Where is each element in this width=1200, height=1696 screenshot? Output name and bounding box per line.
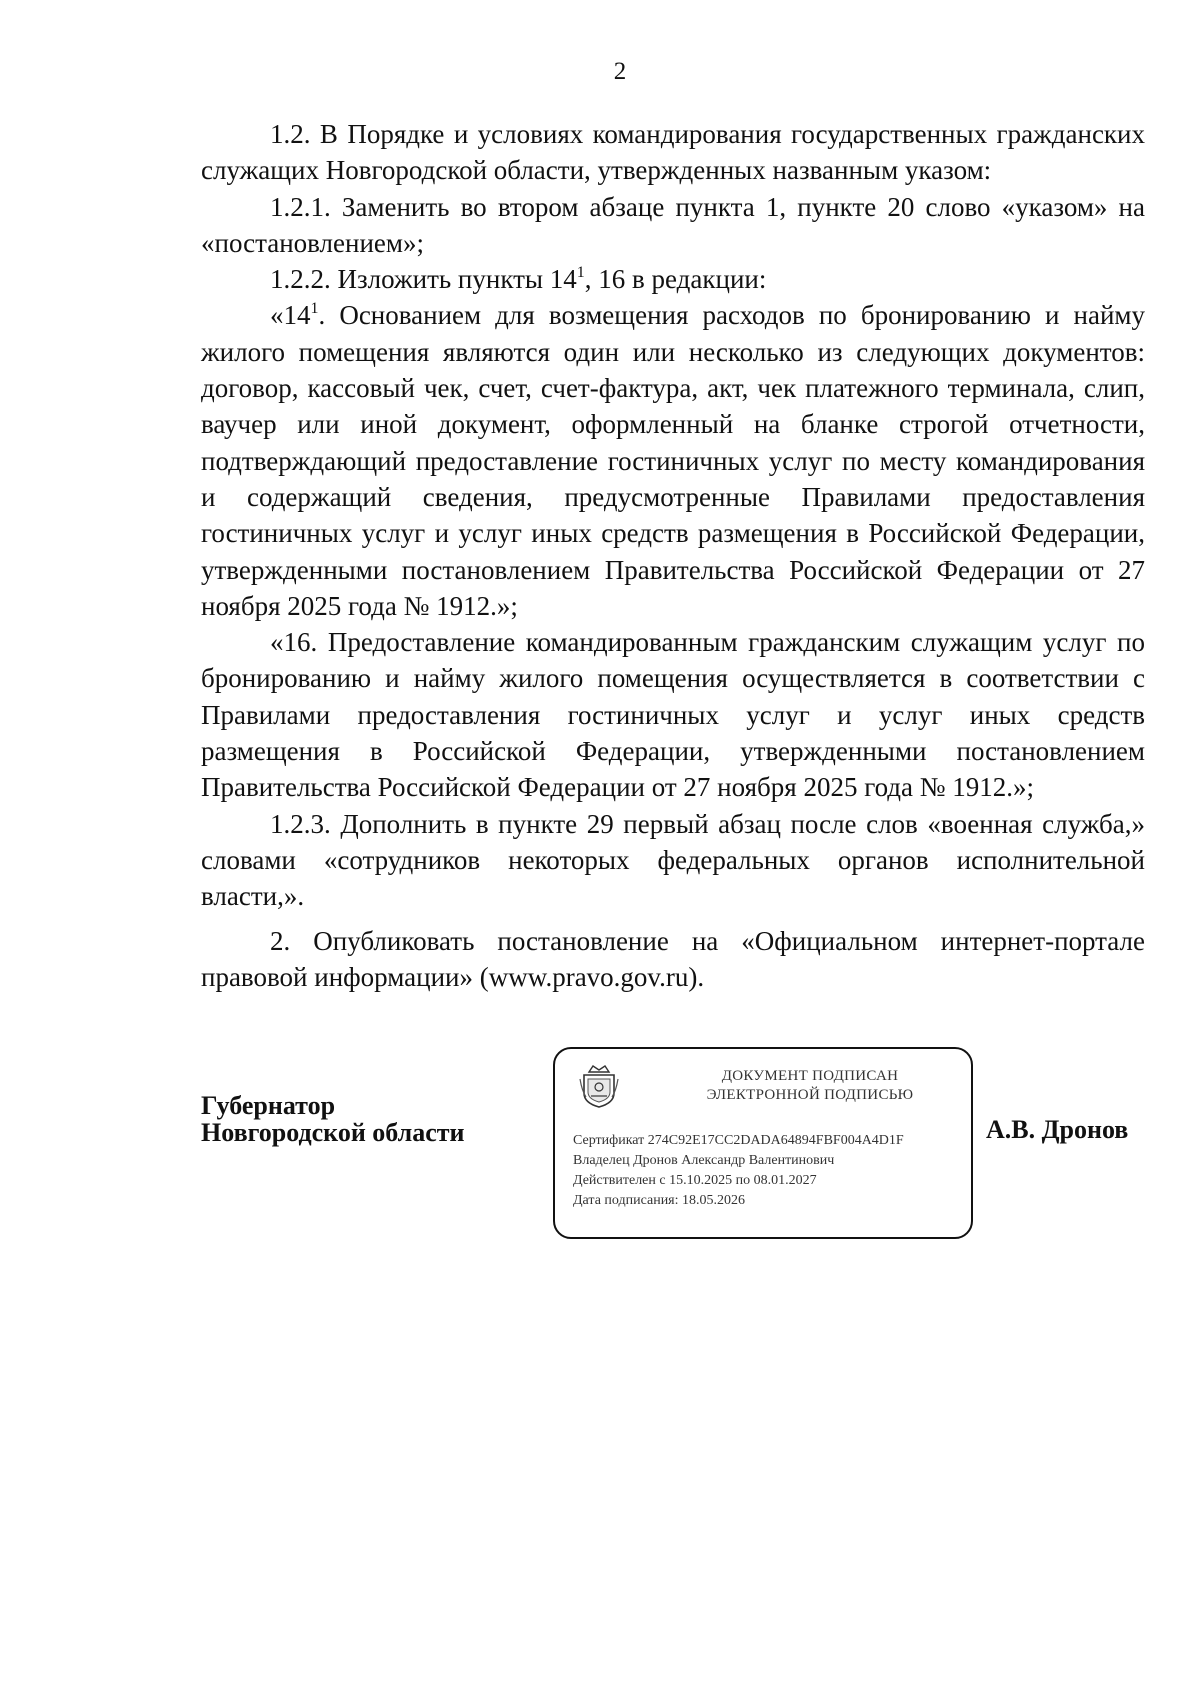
stamp-details (573, 1131, 904, 1211)
paragraph-item-16: «16. Предоставление командированным гражданским служащим услуг по бронированию и найму жилого помещения осуществляется в соответствии с Правилами предоставления гостиничных услуг и услуг иных средств размещения в Российской Федерации, утвержденными постановлением Правительства Российской Федерации от 27 ноября 2025 года № 1912.»; (201, 627, 1145, 803)
document-body (201, 116, 1145, 995)
superscript: 1 (310, 300, 319, 318)
signer-title (201, 1092, 465, 1146)
stamp-header-line: ЭЛЕКТРОННОЙ ПОДПИСЬЮ (706, 1087, 914, 1103)
superscript: 1 (576, 264, 585, 282)
coat-of-arms-icon (579, 1063, 619, 1114)
stamp-header-line: ДОКУМЕНТ ПОДПИСАН (721, 1068, 899, 1084)
signing-date: Дата подписания: 18.05.2026 (573, 1193, 746, 1208)
certificate-number: Сертификат 274C92E17CC2DADA64894FBF004A4D1F (573, 1133, 904, 1148)
paragraph-1-2-2 (201, 261, 1145, 297)
paragraph-1-2: 1.2. В Порядке и условиях командирования государственных гражданских служащих Новгородской области, утвержденных названным указом: (201, 119, 1145, 186)
stamp-header (675, 1067, 945, 1105)
signer-name: А.В. Дронов (986, 1115, 1129, 1144)
paragraph-item-14-1 (201, 297, 1145, 624)
paragraph-1-2-1: 1.2.1. Заменить во втором абзаце пункта 1, пункте 20 слово «указом» на «постановлением»; (201, 191, 1145, 258)
paragraph-text: 1.2.2. Изложить пункты 14 (270, 264, 577, 295)
signer-title-line: Новгородской области (201, 1118, 465, 1147)
certificate-validity: Действителен с 15.10.2025 по 08.01.2027 (573, 1173, 817, 1188)
paragraph-2: 2. Опубликовать постановление на «Официальном интернет-портале правовой информации» (www.pravo.gov.ru). (201, 925, 1145, 992)
paragraph-text: «14 (270, 300, 311, 331)
page-number: 2 (613, 58, 627, 85)
electronic-signature-stamp (553, 1047, 973, 1239)
paragraph-text: . Основанием для возмещения расходов по бронированию и найму жилого помещения являются один или несколько из следующих документов: договор, кассовый чек, счет, счет-фактура, акт, чек платежного терминала, слип, ваучер или иной документ, оформленный на бланке строгой отчетности, подтверждающий предоставление гостиничных услуг по месту командирования и содержащий сведения, предусмотренные Правилами предоставления гостиничных услуг и услуг иных средств размещения в Российской Федерации, утвержденными постановлением Правительства Российской Федерации от 27 ноября 2025 года № 1912.»; (201, 300, 1145, 621)
paragraph-1-2-3: 1.2.3. Дополнить в пункте 29 первый абзац после слов «военная служба,» словами «сотрудников некоторых федеральных органов исполнительной власти,». (201, 808, 1145, 912)
paragraph-text: , 16 в редакции: (584, 264, 767, 295)
certificate-owner: Владелец Дронов Александр Валентинович (573, 1153, 835, 1168)
signer-title-line: Губернатор (201, 1091, 336, 1120)
